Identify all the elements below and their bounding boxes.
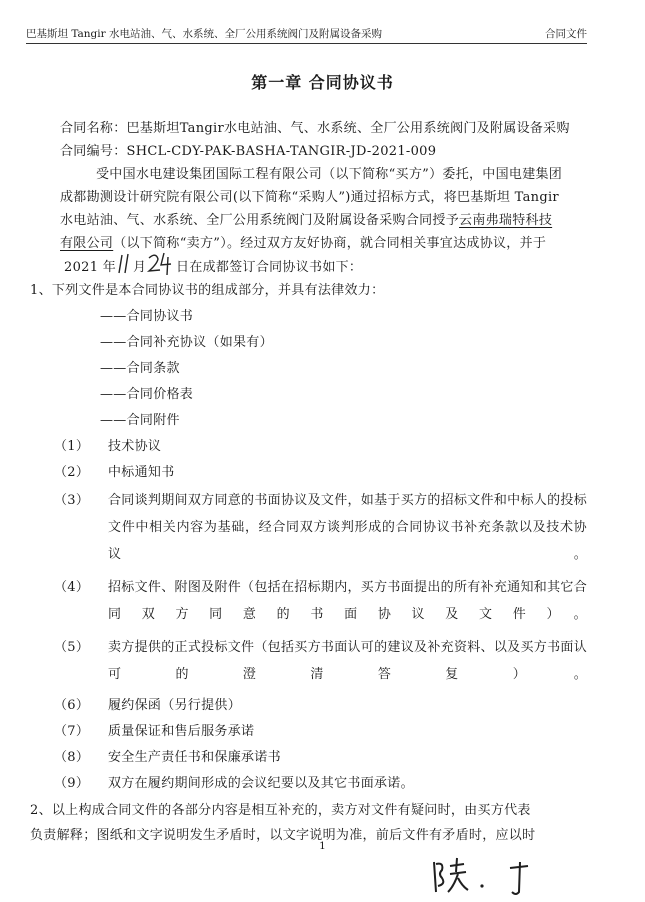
item-text: 技术协议 [108,439,162,454]
item-text: 卖方提供的正式投标文件（包括买方书面认可的建议及补充资料、以及买方书面认可的澄清答复）。 [108,640,587,682]
item-text: 安全生产责任书和保廉承诺书 [108,750,281,765]
list-item: ——合同附件 [100,413,180,428]
header-section-label: 合同文件 [545,28,587,40]
intro-paragraph [60,163,587,279]
item-text: 履约保函（另行提供） [108,698,242,713]
svg-text:月: 月 [133,260,147,275]
item-text: 中标通知书 [108,465,175,480]
intro-line-3 [60,209,587,232]
item-text: 招标文件、附图及附件（包括在招标期内，买方书面提出的所有补充通知和其它合同双方同意的书面协议及文件）。 [108,580,587,622]
attachment-item [30,772,587,795]
intro-line-3-text: 水电站油、气、水系统、全厂公用系统阀门及附属设备采购合同授予 [60,213,460,228]
attachment-item [30,634,587,688]
header-project-title: 巴基斯坦 Tangir 水电站油、气、水系统、全厂公用系统阀门及附属设备采购 [26,28,382,40]
attachment-item [30,746,587,769]
contract-number: 合同编号：SHCL-CDY-PAK-BASHA-TANGIR-JD-2021-009 [60,144,437,159]
handwritten-date-ink [116,249,176,279]
list-item: ——合同价格表 [100,387,194,402]
item-number: （2） [54,465,90,480]
attachment-item [30,487,587,568]
list-item: ——合同条款 [100,361,180,376]
component-document-list [60,305,587,432]
date-year: 2021 年 [64,260,117,275]
item-number: （1） [54,439,90,454]
list-item: ——合同协议书 [100,309,194,324]
item-number: （7） [54,724,90,739]
intro-line-2: 成都勘测设计研究院有限公司(以下简称“采购人”)通过招标方式，将巴基斯坦 Tangir [60,190,559,205]
attachment-item [30,574,587,628]
clause-2-line-1: 2、以上构成合同文件的各部分内容是相互补充的，卖方对文件有疑问时，由买方代表 [30,803,531,818]
page-header [26,26,587,44]
item-number: （6） [54,698,90,713]
intro-line-4-text: （以下简称“卖方”）。经过双方友好协商，就合同相关事宜达成协议，并于 [113,236,547,251]
item-number: （3） [54,493,90,508]
item-text: 合同谈判期间双方同意的书面协议及文件，如基于买方的招标文件和中标人的投标文件中相关内容为基础，经合同双方谈判形成的合同协议书补充条款以及技术协议。 [108,493,587,562]
signing-date-line [60,255,587,279]
contract-name: 合同名称：巴基斯坦Tangir水电站油、气、水系统、全厂公用系统阀门及附属设备采购 [60,121,570,136]
date-suffix: 日在成都签订合同协议书如下： [176,260,363,275]
page-number: 1 [319,840,326,852]
clause-2-line-2: 负责解释；图纸和文字说明发生矛盾时，以文字说明为准，前后文件有矛盾时，应以时 [30,828,536,843]
handwritten-signature [430,852,550,902]
list-item: ——合同补充协议（如果有） [100,335,273,350]
attachment-item [30,694,587,717]
handwritten-date [116,255,176,275]
supplier-name-part1: 云南弗瑞特科技 [459,213,553,228]
chapter-title: 第一章 合同协议书 [251,73,394,92]
item-text: 质量保证和售后服务承诺 [108,724,255,739]
item-number: （4） [54,580,90,595]
intro-line-1: 受中国水电建设集团国际工程有限公司（以下简称“买方”）委托，中国电建集团 [96,167,563,182]
item-text: 双方在履约期间形成的会议纪要以及其它书面承诺。 [108,776,414,791]
clause-1: 1、下列文件是本合同协议书的组成部分，并具有法律效力： [30,283,385,298]
item-number: （5） [54,640,90,655]
item-number: （9） [54,776,90,791]
signature-ink [430,852,550,898]
attachment-item [30,461,587,484]
attachment-item [30,435,587,458]
item-number: （8） [54,750,90,765]
document-body [30,117,587,848]
supplier-name-part2: 有限公司 [60,236,114,251]
attachment-list [30,435,587,795]
attachment-item [30,720,587,743]
